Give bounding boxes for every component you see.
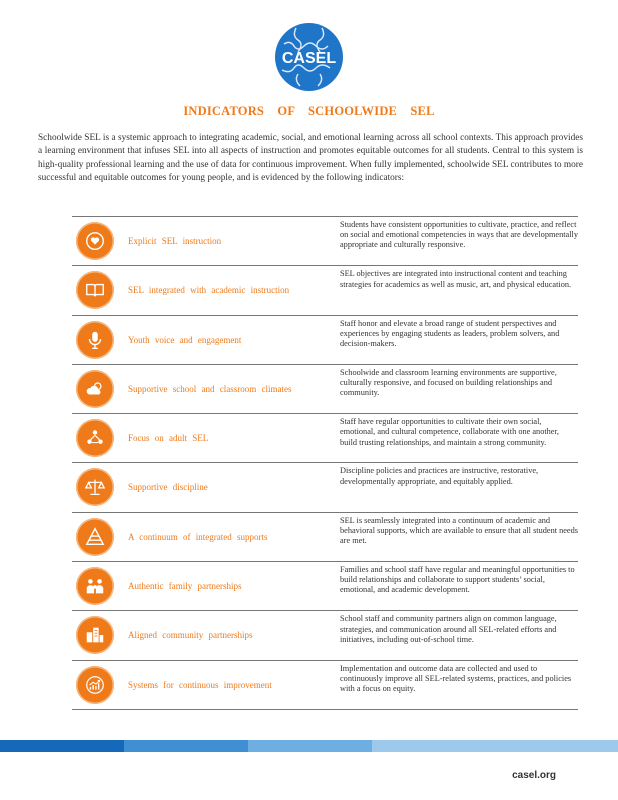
indicator-description: School staff and community partners align on common language, strategies, and communication around all SEL-related efforts and initiatives, including out-of-school time. (340, 614, 557, 644)
indicator-row (72, 462, 578, 511)
open-book-icon (76, 271, 114, 309)
indicator-row (72, 413, 578, 462)
indicator-row (72, 315, 578, 364)
indicator-label: Supportive discipline (128, 482, 208, 493)
casel-logo-icon (274, 22, 344, 92)
footer-color-bar (0, 740, 618, 752)
indicators-table (72, 216, 578, 710)
growth-chart-icon (76, 666, 114, 704)
footer-bar-segment (372, 740, 618, 752)
indicator-description: Discipline policies and practices are instructive, restorative, developmentally appropriate, and equitably applied. (340, 466, 539, 486)
indicator-description: Families and school staff have regular and meaningful opportunities to build relationships and collaborate to support students’ social, emotional, and academic development. (340, 565, 575, 595)
indicator-row (72, 364, 578, 413)
footer-website-link[interactable]: casel.org (512, 770, 556, 781)
indicator-label: Authentic family partnerships (128, 581, 242, 592)
indicator-description: Schoolwide and classroom learning environments are supportive, culturally responsive, and focused on building relationships and community. (340, 367, 557, 398)
indicator-row (72, 512, 578, 561)
indicator-description: SEL is seamlessly integrated into a continuum of academic and behavioral supports, which are available to ensure that all student needs are met. (340, 515, 578, 546)
family-icon (76, 567, 114, 605)
svg-text:CASEL: CASEL (281, 50, 337, 67)
heart-hand-icon (76, 222, 114, 260)
cloud-sun-icon (76, 370, 114, 408)
indicator-description: Staff honor and elevate a broad range of student perspectives and experiences by engaging students as leaders, problem solvers, and decision-makers. (340, 318, 560, 348)
page-title: INDICATORS OF SCHOOLWIDE SEL (183, 104, 435, 118)
indicator-label: SEL integrated with academic instruction (128, 285, 290, 296)
indicator-label: Explicit SEL instruction (128, 236, 222, 246)
microphone-icon (76, 321, 114, 359)
indicator-row (72, 216, 578, 265)
indicator-description: Implementation and outcome data are collected and used to continuously improve all SEL-related systems, practices, and policies with a focus on equity. (340, 663, 572, 694)
footer-bar-segment (124, 740, 248, 752)
indicator-row (72, 660, 578, 710)
indicator-row (72, 610, 578, 659)
pyramid-icon (76, 518, 114, 556)
footer-bar-segment (248, 740, 372, 752)
indicator-label: Focus on adult SEL (128, 433, 209, 444)
balance-scale-icon (76, 468, 114, 506)
indicator-description: SEL objectives are integrated into instructional content and teaching strategies for academics as well as music, art, and physical education. (340, 269, 572, 289)
intro-paragraph: Schoolwide SEL is a systemic approach to integrating academic, social, and emotional learning across all school contexts. This approach provides a learning environment that infuses SEL into all aspects of instruction and promotes equitable outcomes for all students. Central to this system is high-quality professional learning and the use of data for continuous improvement. When fully implemented, schoolwide SEL contributes to more successful and equitable outcomes for young people, and is evidenced by the following indicators: (38, 133, 583, 183)
indicator-description: Staff have regular opportunities to cultivate their own social, emotional, and cultural competence, collaborate with one another, build trusting relationships, and maintain a strong community. (340, 417, 559, 447)
indicator-label: Youth voice and engagement (128, 334, 242, 345)
indicator-label: A continuum of integrated supports (128, 531, 268, 542)
indicator-description: Students have consistent opportunities to cultivate, practice, and reflect on social and emotional competencies in ways that are developmentally appropriate and culturally responsive. (340, 220, 578, 250)
community-buildings-icon (76, 616, 114, 654)
indicator-row (72, 561, 578, 610)
footer-bar-segment (0, 740, 124, 752)
indicator-label: Supportive school and classroom climates (128, 383, 292, 394)
casel-logo (274, 22, 344, 92)
indicator-row (72, 265, 578, 314)
people-network-icon (76, 419, 114, 457)
indicator-label: Aligned community partnerships (128, 630, 253, 641)
indicator-label: Systems for continuous improvement (128, 679, 272, 690)
